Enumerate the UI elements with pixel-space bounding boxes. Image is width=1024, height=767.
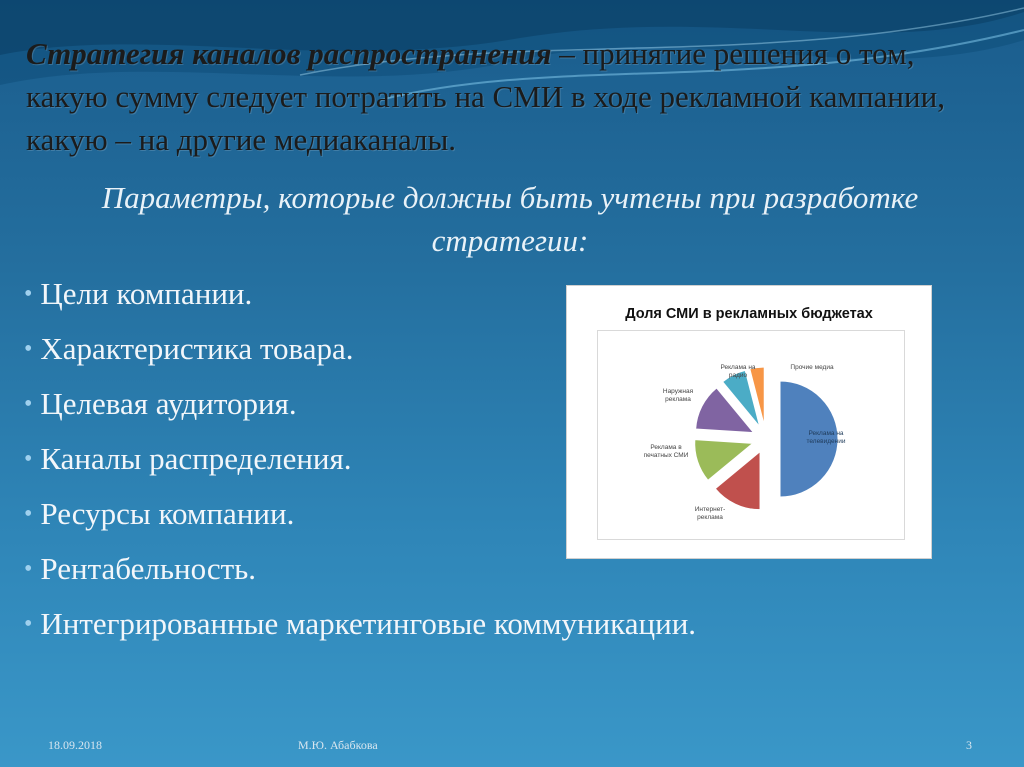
bullet-icon: •	[24, 391, 33, 417]
intro-term: Стратегия каналов распространения	[26, 36, 552, 71]
footer-page-number: 3	[966, 738, 972, 752]
list-item-text: Целевая аудитория.	[40, 386, 297, 421]
bullet-icon: •	[24, 281, 33, 307]
list-item-text: Рентабельность.	[40, 551, 257, 586]
bullet-icon: •	[24, 336, 33, 362]
bullet-icon: •	[24, 556, 33, 582]
pie-slice-label: Интернет-реклама	[694, 506, 726, 521]
list-item-text: Интегрированные маркетинговые коммуникации.	[40, 606, 697, 641]
bullet-icon: •	[24, 501, 33, 527]
parameters-subtitle: Параметры, которые должны быть учтены при разработке стратегии:	[101, 180, 919, 258]
list-item-text: Ресурсы компании.	[40, 496, 295, 531]
list-item	[24, 598, 696, 653]
footer-author: М.Ю. Абабкова	[298, 738, 378, 752]
pie-slice-label: Реклама в печатных СМИ	[643, 444, 689, 459]
intro-text: – принятие решения о том, какую сумму следует потратить на СМИ в ходе рекламной кампании, какую – на другие медиаканалы.	[26, 36, 945, 157]
chart-title: Доля СМИ в рекламных бюджетах	[625, 306, 873, 322]
pie-slice-label: Наружная реклама	[662, 388, 694, 403]
bullet-icon: •	[24, 611, 33, 637]
list-item-text: Цели компании.	[40, 276, 253, 311]
pie-slice-label: Реклама на радио	[720, 364, 756, 379]
pie-slice-label: Реклама на телевидении	[806, 430, 846, 445]
bullet-icon: •	[24, 446, 33, 472]
pie-slice-label: Прочие медиа	[790, 364, 834, 371]
chart-plot-area	[597, 330, 905, 540]
footer-date: 18.09.2018	[48, 738, 102, 752]
list-item-text: Каналы распределения.	[40, 441, 352, 476]
pie-chart-image	[567, 286, 931, 558]
pie-chart	[598, 331, 904, 539]
list-item-text: Характеристика товара.	[40, 331, 354, 366]
intro-paragraph	[26, 32, 1001, 161]
